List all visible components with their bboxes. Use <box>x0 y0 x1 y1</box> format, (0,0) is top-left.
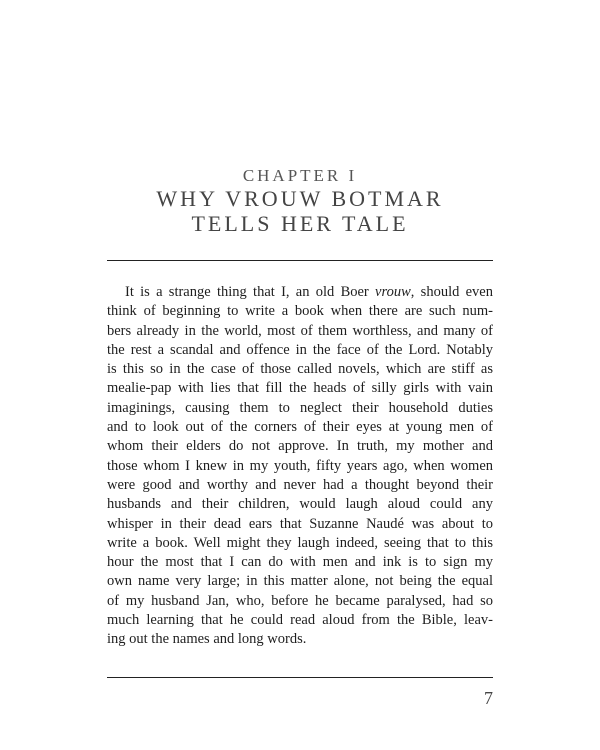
chapter-title-line: WHY VROUW BOTMAR <box>156 186 444 211</box>
chapter-title <box>0 186 600 236</box>
text-line <box>107 283 493 302</box>
text-line: whisper in their dead ears that Suzanne Naudé was about to <box>107 515 493 532</box>
text-line: and to look out of the corners of their eyes at young men of <box>107 419 493 436</box>
chapter-title-line: TELLS HER TALE <box>191 211 409 236</box>
text-line: imaginings, causing them to neglect their household duties <box>107 399 493 416</box>
text-line: the rest a scandal and offence in the face of the Lord. Notably <box>107 341 493 358</box>
text-run: , should even <box>410 284 493 300</box>
text-line: own name very large; in this matter alone, not being the equal <box>107 573 493 590</box>
text-line: think of beginning to write a book when there are such num- <box>107 303 493 320</box>
top-rule <box>107 260 493 261</box>
text-line: were good and worthy and never had a thought beyond their <box>107 476 493 493</box>
body-text <box>107 283 493 650</box>
text-line: write a book. Well might they laugh indeed, seeing that to this <box>107 534 493 551</box>
text-line: husbands and their children, would laugh aloud could any <box>107 496 493 513</box>
text-line: bers already in the world, most of them worthless, and many of <box>107 322 493 339</box>
text-line: whom their elders do not approve. In truth, my mother and <box>107 438 493 455</box>
italic-word: vrouw <box>375 284 411 300</box>
page-number: 7 <box>484 688 493 708</box>
text-line: of my husband Jan, who, before he became paralysed, had so <box>107 592 493 609</box>
text-line: is this so in the case of those called novels, which are stiff as <box>107 361 493 378</box>
text-line: ing out the names and long words. <box>107 631 307 648</box>
chapter-label: CHAPTER I <box>242 166 358 185</box>
text-line: hour the most that I can do with men and ink is to sign my <box>107 554 493 571</box>
bottom-rule <box>107 677 493 678</box>
text-run: It is a strange thing that I, an old Boer <box>125 284 376 300</box>
text-line: mealie-pap with lies that fill the heads of silly girls with vain <box>107 380 493 397</box>
text-line: those whom I knew in my youth, fifty years ago, when women <box>107 457 493 474</box>
text-line: much learning that he could read aloud from the Bible, leav- <box>107 612 493 629</box>
